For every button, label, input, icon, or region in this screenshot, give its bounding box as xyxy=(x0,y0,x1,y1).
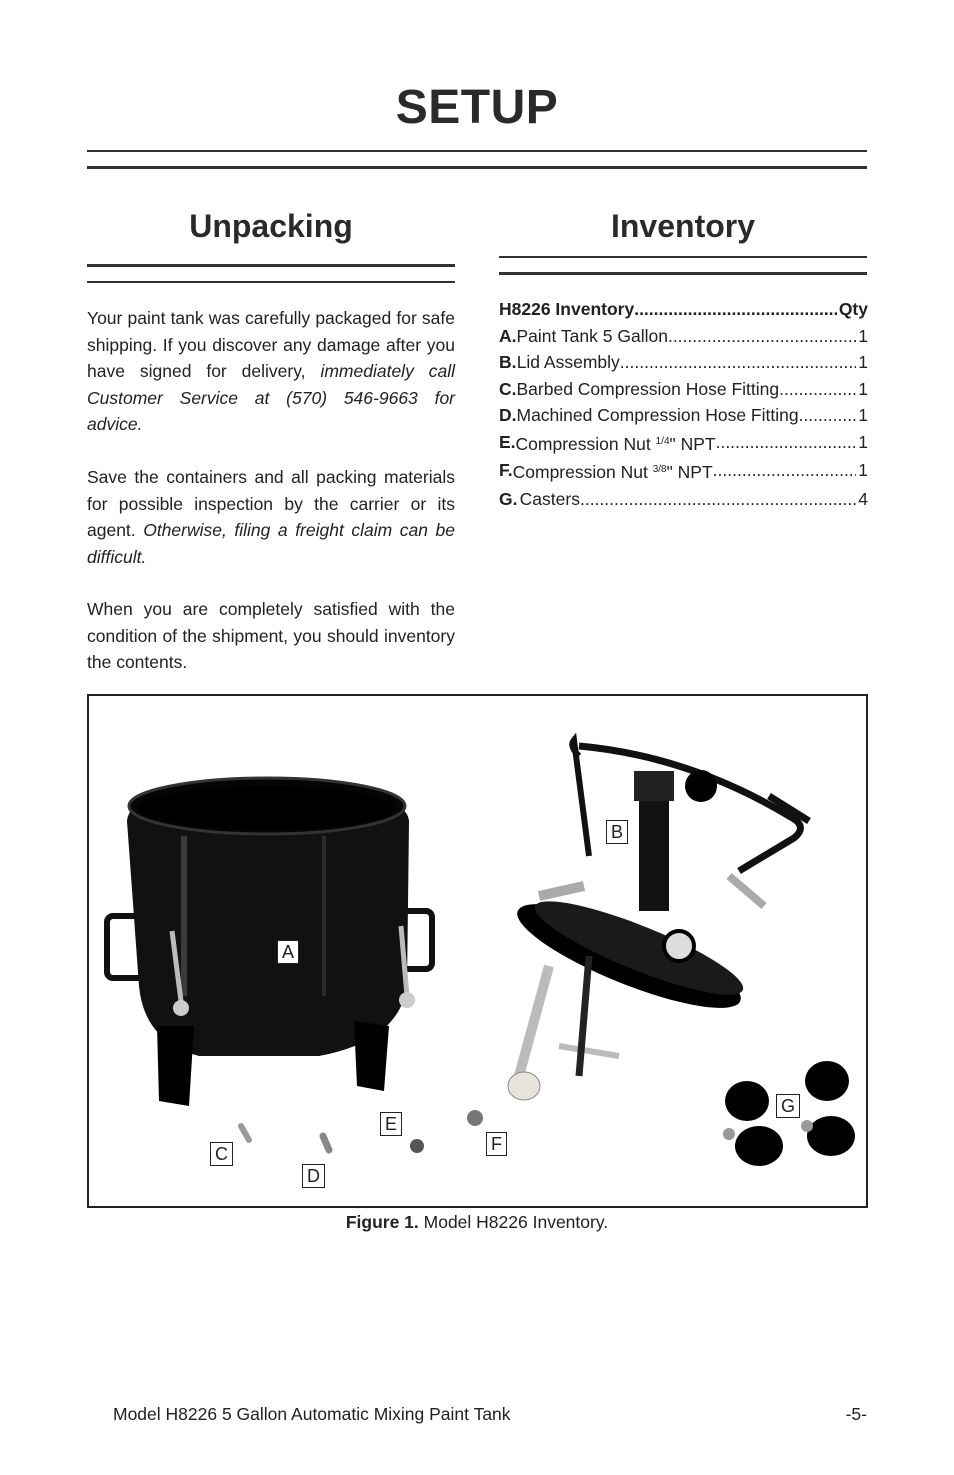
unpacking-p2-emphasis: Otherwise, filing a freight claim can be difficult. xyxy=(87,520,455,567)
unpacking-paragraph-2 xyxy=(87,464,455,570)
inventory-header-row xyxy=(499,296,868,323)
item-name-post: " NPT xyxy=(669,433,716,454)
inventory-rule-top xyxy=(499,256,867,258)
inventory-rule-bottom xyxy=(499,272,867,275)
leader-dots xyxy=(668,323,856,350)
figure-label-f: F xyxy=(486,1132,507,1156)
item-letter: C. xyxy=(499,378,517,399)
inventory-item xyxy=(499,323,868,350)
leader-dots xyxy=(580,486,856,513)
title-rule-bottom xyxy=(87,166,867,169)
item-qty: 1 xyxy=(858,325,868,346)
item-name-pre: Compression Nut xyxy=(512,462,653,482)
paint-tank-image xyxy=(107,778,432,1106)
item-qty: 1 xyxy=(858,431,868,452)
footer-model: Model H8226 5 Gallon Automatic Mixing Paint Tank xyxy=(113,1404,511,1424)
unpacking-p2-text: Save the containers and all packing materials for possible inspection by the carrier or its agent. xyxy=(87,467,455,540)
figure-frame xyxy=(87,694,868,1208)
figure-label-d: D xyxy=(302,1164,325,1188)
inventory-heading: Inventory xyxy=(610,208,756,244)
unpacking-heading: Unpacking xyxy=(189,208,353,244)
item-letter: B. xyxy=(499,352,517,372)
item-fraction: 3/8 xyxy=(652,464,667,475)
lid-assembly-image xyxy=(507,740,809,1100)
inventory-header-label: H8226 Inventory xyxy=(499,299,635,319)
inventory-item xyxy=(499,376,868,403)
figure-label-c: C xyxy=(210,1142,233,1166)
unpacking-p1-emphasis: immediately call Customer Service at (570) 546-9663 for advice. xyxy=(87,361,455,434)
figure-label-b: B xyxy=(606,820,628,844)
page-title: SETUP xyxy=(395,81,559,134)
compression-nut-quarter-image xyxy=(410,1139,424,1153)
item-name-pre: Compression Nut xyxy=(515,433,656,454)
item-letter: A. xyxy=(499,325,517,346)
barbed-fitting-image xyxy=(241,1126,249,1140)
item-name: Paint Tank 5 Gallon xyxy=(516,325,668,346)
unpacking-rule-top xyxy=(87,264,455,267)
unpacking-p1-text: Your paint tank was carefully packaged for safe shipping. If you discover any damage after you have signed for delivery, xyxy=(87,308,455,381)
item-name: Barbed Compression Hose Fitting xyxy=(516,378,780,399)
title-rule-top xyxy=(87,150,867,152)
inventory-item xyxy=(499,402,868,429)
figure-label-g: G xyxy=(776,1094,800,1118)
item-qty: 1 xyxy=(858,405,868,425)
unpacking-paragraph-1 xyxy=(87,305,455,438)
item-name: Lid Assembly xyxy=(516,352,620,372)
fraction-numerator: 3 xyxy=(652,464,659,475)
item-qty: 4 xyxy=(858,488,868,509)
item-qty: 1 xyxy=(858,378,868,399)
item-letter: D. xyxy=(499,405,517,425)
figure-caption-number: Figure 1. xyxy=(345,1212,419,1232)
inventory-item xyxy=(499,429,868,458)
compression-nut-three-eighths-image xyxy=(467,1110,483,1126)
item-qty: 1 xyxy=(858,460,868,480)
item-qty: 1 xyxy=(858,352,868,372)
leader-dots xyxy=(779,376,856,403)
fraction-denominator: 4 xyxy=(663,435,670,447)
fraction-numerator: 1 xyxy=(655,435,662,447)
item-name: Casters xyxy=(519,488,580,509)
item-name-post: " NPT xyxy=(666,462,713,482)
leader-dots xyxy=(713,457,857,486)
inventory-header-qty: Qty xyxy=(838,299,868,319)
figure-label-a: A xyxy=(277,940,299,964)
fraction-denominator: 8 xyxy=(661,464,667,475)
item-letter: G. xyxy=(499,488,518,509)
inventory-item xyxy=(499,457,868,486)
unpacking-rule-bottom xyxy=(87,281,455,283)
figure-caption-text: Model H8226 Inventory. xyxy=(418,1212,609,1232)
machined-fitting-image xyxy=(323,1136,329,1150)
item-name xyxy=(513,457,713,486)
figure-caption xyxy=(0,1212,954,1233)
figure-illustration xyxy=(89,696,866,1206)
inventory-list xyxy=(499,296,868,512)
page-number: -5- xyxy=(845,1404,867,1424)
leader-dots xyxy=(634,296,837,323)
unpacking-p3-text: When you are completely satisfied with the condition of the shipment, you should inventory the contents. xyxy=(87,599,455,672)
leader-dots xyxy=(620,349,856,376)
item-name: Machined Compression Hose Fitting xyxy=(516,405,799,425)
leader-dots xyxy=(799,402,857,429)
item-letter: F. xyxy=(499,460,513,480)
item-fraction: 1/4 xyxy=(655,435,670,447)
inventory-item xyxy=(499,486,868,513)
figure-label-e: E xyxy=(380,1112,402,1136)
leader-dots xyxy=(716,429,857,458)
item-name xyxy=(516,429,716,458)
item-letter: E. xyxy=(499,431,516,452)
unpacking-paragraph-3 xyxy=(87,596,455,676)
inventory-item xyxy=(499,349,868,376)
